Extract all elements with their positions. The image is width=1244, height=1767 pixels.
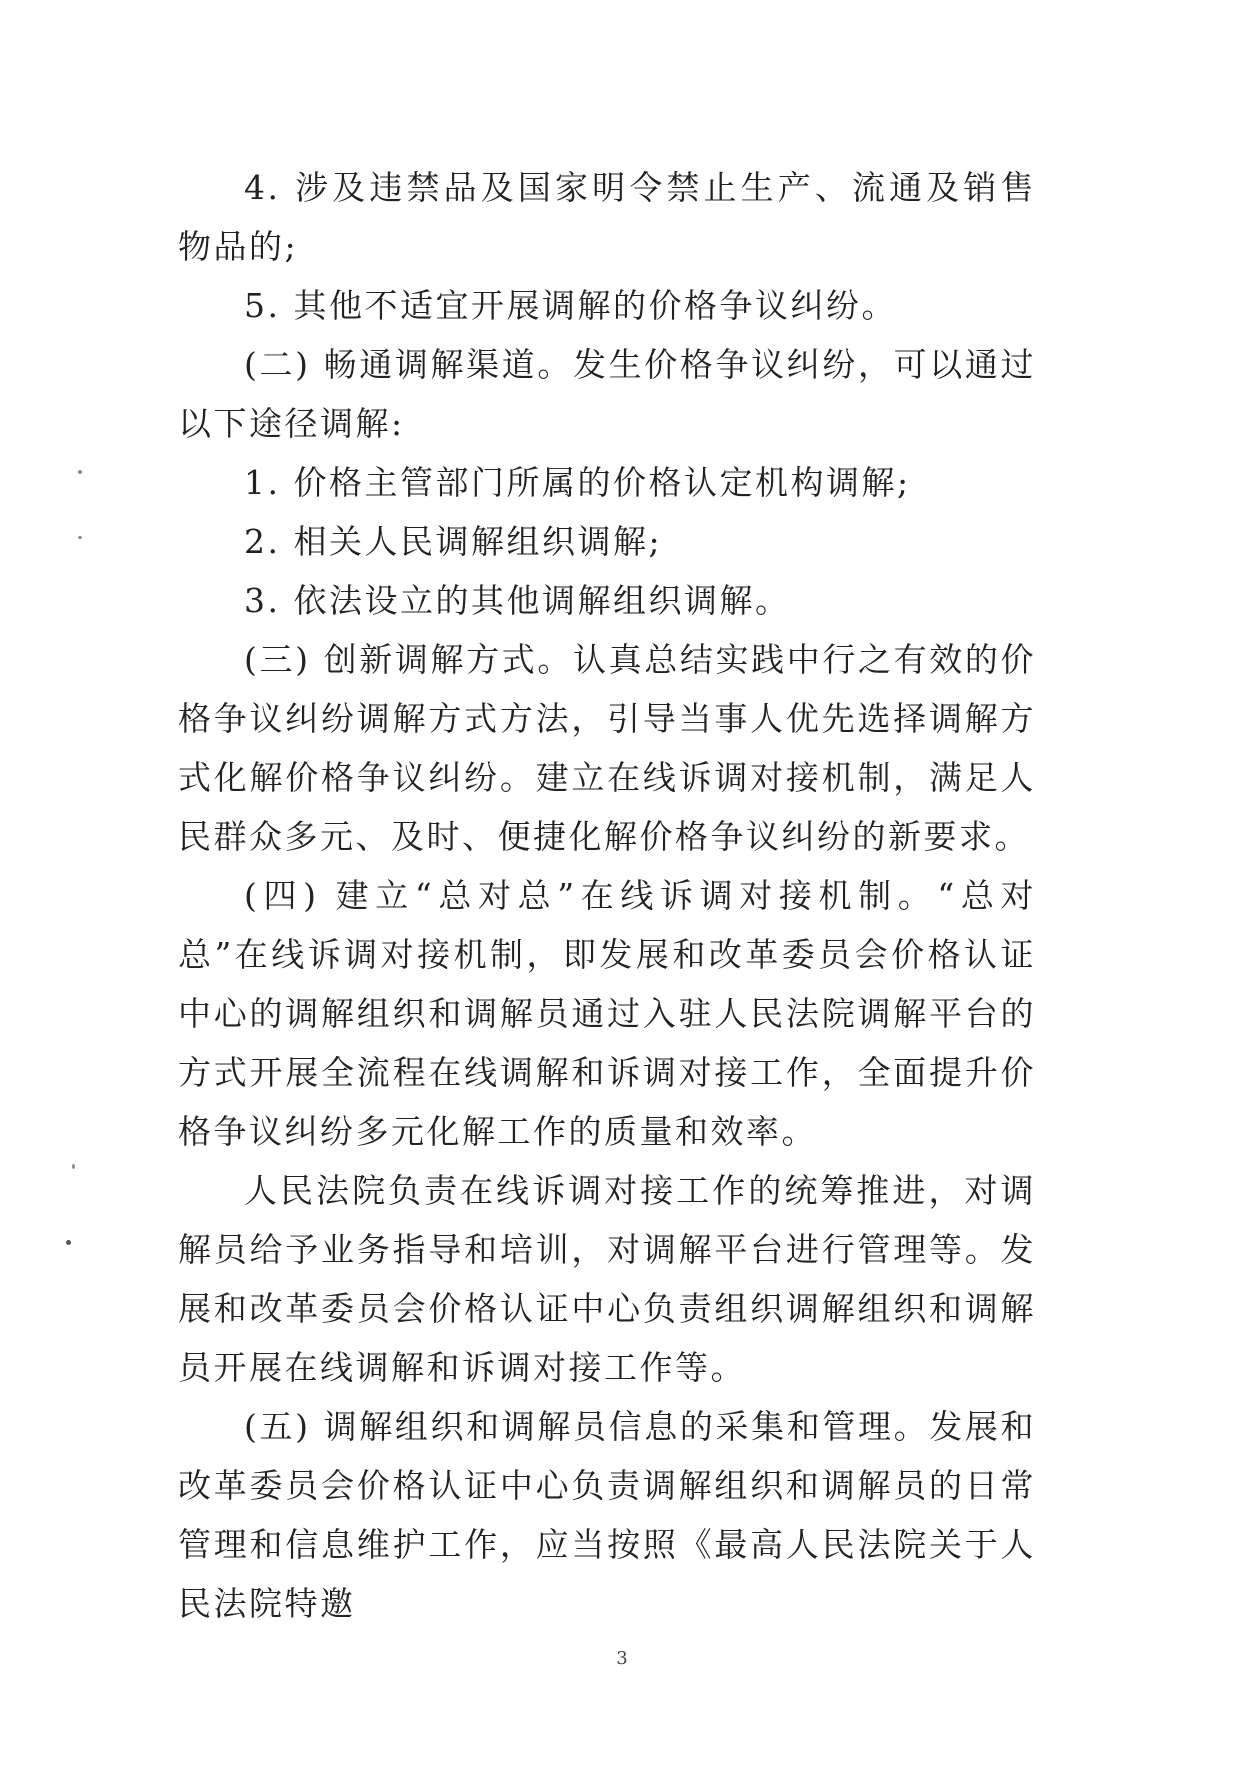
paragraph-channel-2: 2. 相关人民调解组织调解; — [244, 522, 663, 561]
paragraph-section-2: (二) 畅通调解渠道。发生价格争议纠纷，可以通过以下途径调解: — [178, 345, 1036, 443]
paragraph-channel-1: 1. 价格主管部门所属的价格认定机构调解; — [244, 463, 911, 502]
paragraph-channel-3: 3. 依法设立的其他调解组织调解。 — [244, 581, 791, 620]
paragraph-section-3: (三) 创新调解方式。认真总结实践中行之有效的价格争议纠纷调解方式方法，引导当事人优先选择调解方式化解价格争议纠纷。建立在线诉调对接机制，满足人民群众多元、及时、便捷化解价格争议纠纷的新要求。 — [178, 640, 1036, 856]
scan-mark-3 — [72, 1164, 75, 1169]
paragraph-item-4: 4. 涉及违禁品及国家明令禁止生产、流通及销售物品的; — [178, 168, 1036, 266]
scan-mark-4 — [66, 1240, 71, 1245]
document-body — [178, 158, 1036, 1633]
paragraph-item-5: 5. 其他不适宜开展调解的价格争议纠纷。 — [244, 286, 897, 325]
paragraph-section-5: (五) 调解组织和调解员信息的采集和管理。发展和改革委员会价格认证中心负责调解组织和调解员的日常管理和信息维护工作，应当按照《最高人民法院关于人民法院特邀 — [178, 1407, 1036, 1623]
page-number: 3 — [616, 1648, 628, 1669]
scan-mark-2 — [78, 536, 82, 539]
paragraph-section-4: (四) 建立“总对总”在线诉调对接机制。“总对总”在线诉调对接机制，即发展和改革委员会价格认证中心的调解组织和调解员通过入驻人民法院调解平台的方式开展全流程在线调解和诉调对接工作，全面提升价格争议纠纷多元化解工作的质量和效率。 — [178, 876, 1036, 1151]
scan-mark-1 — [78, 470, 82, 474]
paragraph-court-responsibility: 人民法院负责在线诉调对接工作的统筹推进，对调解员给予业务指导和培训，对调解平台进行管理等。发展和改革委员会价格认证中心负责组织调解组织和调解员开展在线调解和诉调对接工作等。 — [178, 1171, 1036, 1387]
